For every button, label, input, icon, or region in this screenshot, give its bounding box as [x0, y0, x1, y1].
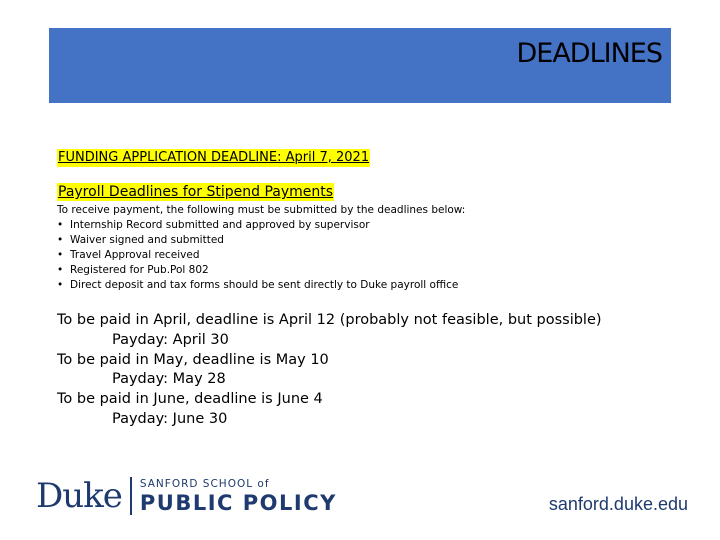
- sanford-logo: [36, 477, 337, 515]
- schedule-deadline: To be paid in April, deadline is April 12 (probably not feasible, but possible): [57, 312, 602, 328]
- logo-name: PUBLIC POLICY: [139, 491, 337, 515]
- schedule-payday: Payday: April 30: [112, 331, 229, 348]
- schedule-deadline: To be paid in May, deadline is May 10: [57, 351, 329, 368]
- logo-school: SANFORD SCHOOL of: [139, 478, 270, 490]
- schedule-payday: Payday: June 30: [112, 410, 228, 427]
- schedule-deadline: To be paid in June, deadline is June 4: [57, 391, 323, 408]
- logo-divider: [130, 477, 132, 515]
- list-item: • Waiver signed and submitted: [57, 233, 677, 248]
- list-item: • Registered for Pub.Pol 802: [57, 263, 677, 278]
- footer-url: sanford.duke.edu: [548, 494, 688, 514]
- main-content: [57, 148, 677, 430]
- requirements-intro: To receive payment, the following must be submitted by the deadlines below:: [57, 204, 466, 216]
- title-banner: [49, 28, 671, 103]
- logo-duke: Duke: [36, 476, 122, 516]
- requirements-list: [57, 218, 677, 293]
- list-item: • Direct deposit and tax forms should be sent directly to Duke payroll office: [57, 278, 677, 293]
- page-title: DEADLINES: [516, 38, 662, 69]
- schedule-payday: Payday: May 28: [112, 371, 226, 388]
- list-item: • Travel Approval received: [57, 248, 677, 263]
- payroll-heading: Payroll Deadlines for Stipend Payments: [58, 184, 334, 200]
- funding-deadline: FUNDING APPLICATION DEADLINE: April 7, 2021: [58, 150, 370, 165]
- requirements: [57, 203, 677, 293]
- logo-text: [140, 477, 337, 515]
- payment-schedule: [57, 311, 677, 430]
- list-item: • Internship Record submitted and approved by supervisor: [57, 218, 677, 233]
